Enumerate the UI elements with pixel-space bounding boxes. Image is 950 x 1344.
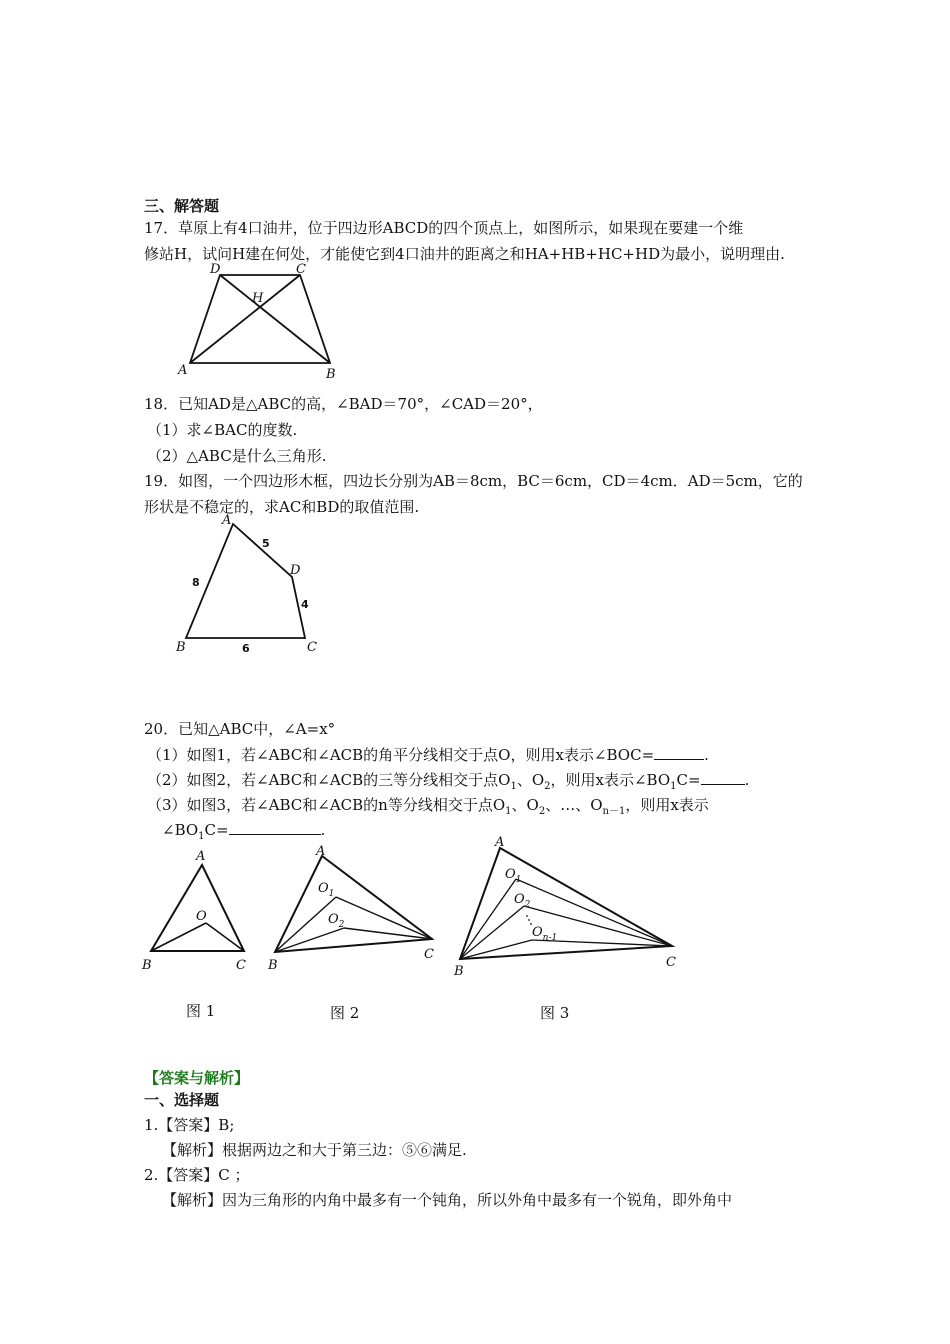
caption-fig2: 图 2 — [330, 1004, 360, 1022]
label-o2: $O_2$ — [514, 892, 531, 910]
label-c: C — [236, 958, 246, 973]
label-d: D — [210, 262, 221, 277]
bisector-co — [206, 923, 244, 951]
label-a: A — [222, 513, 232, 528]
a1-analysis: 【解析】根据两边之和大于第三边：⑤⑥满足. — [162, 1141, 467, 1159]
label-b: B — [176, 640, 186, 655]
label-o1: $O_1$ — [318, 881, 335, 899]
q20-part3-line2: $\angle BO_1C=$ . — [162, 821, 326, 842]
q19-figure — [170, 512, 330, 657]
quadrilateral-wood-frame — [186, 524, 305, 638]
a1-answer: 1.【答案】B; — [144, 1116, 235, 1134]
q18-line1: 18．已知AD是△ABC的高，∠BAD＝70°，∠CAD＝20°， — [144, 395, 543, 413]
caption-fig3: 图 3 — [540, 1004, 570, 1022]
a2-answer: 2.【答案】C ； — [144, 1166, 250, 1184]
label-o1: $O_1$ — [505, 867, 522, 885]
label-d: D — [290, 563, 301, 578]
label-b: B — [268, 958, 278, 973]
label-bc: 6 — [242, 642, 250, 655]
q20-line1: 20．已知△ABC中，∠A=x° — [144, 720, 336, 738]
q20-figure-2 — [262, 842, 447, 972]
q17-line2: 修站H，试问H建在何处，才能使它到4口油井的距离之和HA+HB+HC+HD为最小，说明理由. — [144, 245, 785, 263]
q17-line1: 17．草原上有4口油井，位于四边形ABCD的四个顶点上，如图所示，如果现在要建一个维 — [144, 219, 744, 237]
q19-line1: 19．如图，一个四边形木框，四边长分别为AB＝8cm，BC＝6cm，CD＝4cm．AD＝5cm，它的 — [144, 472, 803, 490]
label-b: B — [454, 964, 464, 979]
label-c: C — [296, 262, 306, 277]
label-c: C — [666, 955, 676, 970]
q20-figure-1 — [140, 845, 260, 975]
label-on-1: $O_{n-1}$ — [532, 925, 558, 943]
q20-part2: （2）如图2，若∠ABC和∠ACB的三等分线相交于点$O_1$、$O_2$，则用x表示$\angle BO_1C=$ . — [147, 771, 750, 792]
q18-line2: （1）求∠BAC的度数. — [147, 421, 298, 439]
q17-figure — [170, 262, 350, 380]
label-a: A — [178, 363, 188, 378]
label-b: B — [142, 958, 152, 973]
label-cd: 4 — [301, 598, 309, 611]
q19-line2: 形状是不稳定的，求AC和BD的取值范围. — [144, 498, 420, 516]
label-ad: 5 — [262, 537, 270, 550]
label-c: C — [307, 640, 317, 655]
label-a: A — [196, 849, 206, 864]
label-c: C — [424, 947, 434, 962]
label-h: H — [252, 291, 264, 306]
caption-fig1: 图 1 — [186, 1002, 216, 1020]
label-b: B — [326, 367, 336, 382]
quadrilateral-abcd — [190, 275, 330, 363]
label-ab: 8 — [192, 576, 200, 589]
label-a: A — [316, 844, 326, 859]
section-title-1: 一、选择题 — [144, 1091, 220, 1109]
a2-analysis: 【解析】因为三角形的内角中最多有一个钝角，所以外角中最多有一个锐角，即外角中 — [162, 1191, 733, 1209]
label-o2: $O_2$ — [328, 912, 345, 930]
answers-title: 【答案与解析】 — [144, 1069, 250, 1087]
label-o: O — [196, 909, 207, 924]
diagonal-ac — [190, 275, 300, 363]
section-title-3: 三、解答题 — [144, 197, 220, 215]
q20-part1: （1）如图1，若∠ABC和∠ACB的角平分线相交于点O，则用x表示∠BOC= . — [147, 746, 709, 764]
label-a: A — [495, 835, 505, 850]
triangle-abc — [151, 865, 244, 951]
q20-figure-3 — [448, 832, 688, 977]
q20-part3: （3）如图3，若∠ABC和∠ACB的n等分线相交于点$O_1$、$O_2$、…、$O_{n-1}$，则用x表示 — [147, 796, 709, 817]
triangle-abc — [460, 848, 672, 959]
q18-line3: （2）△ABC是什么三角形. — [147, 447, 327, 465]
diagonal-bd — [220, 275, 330, 363]
